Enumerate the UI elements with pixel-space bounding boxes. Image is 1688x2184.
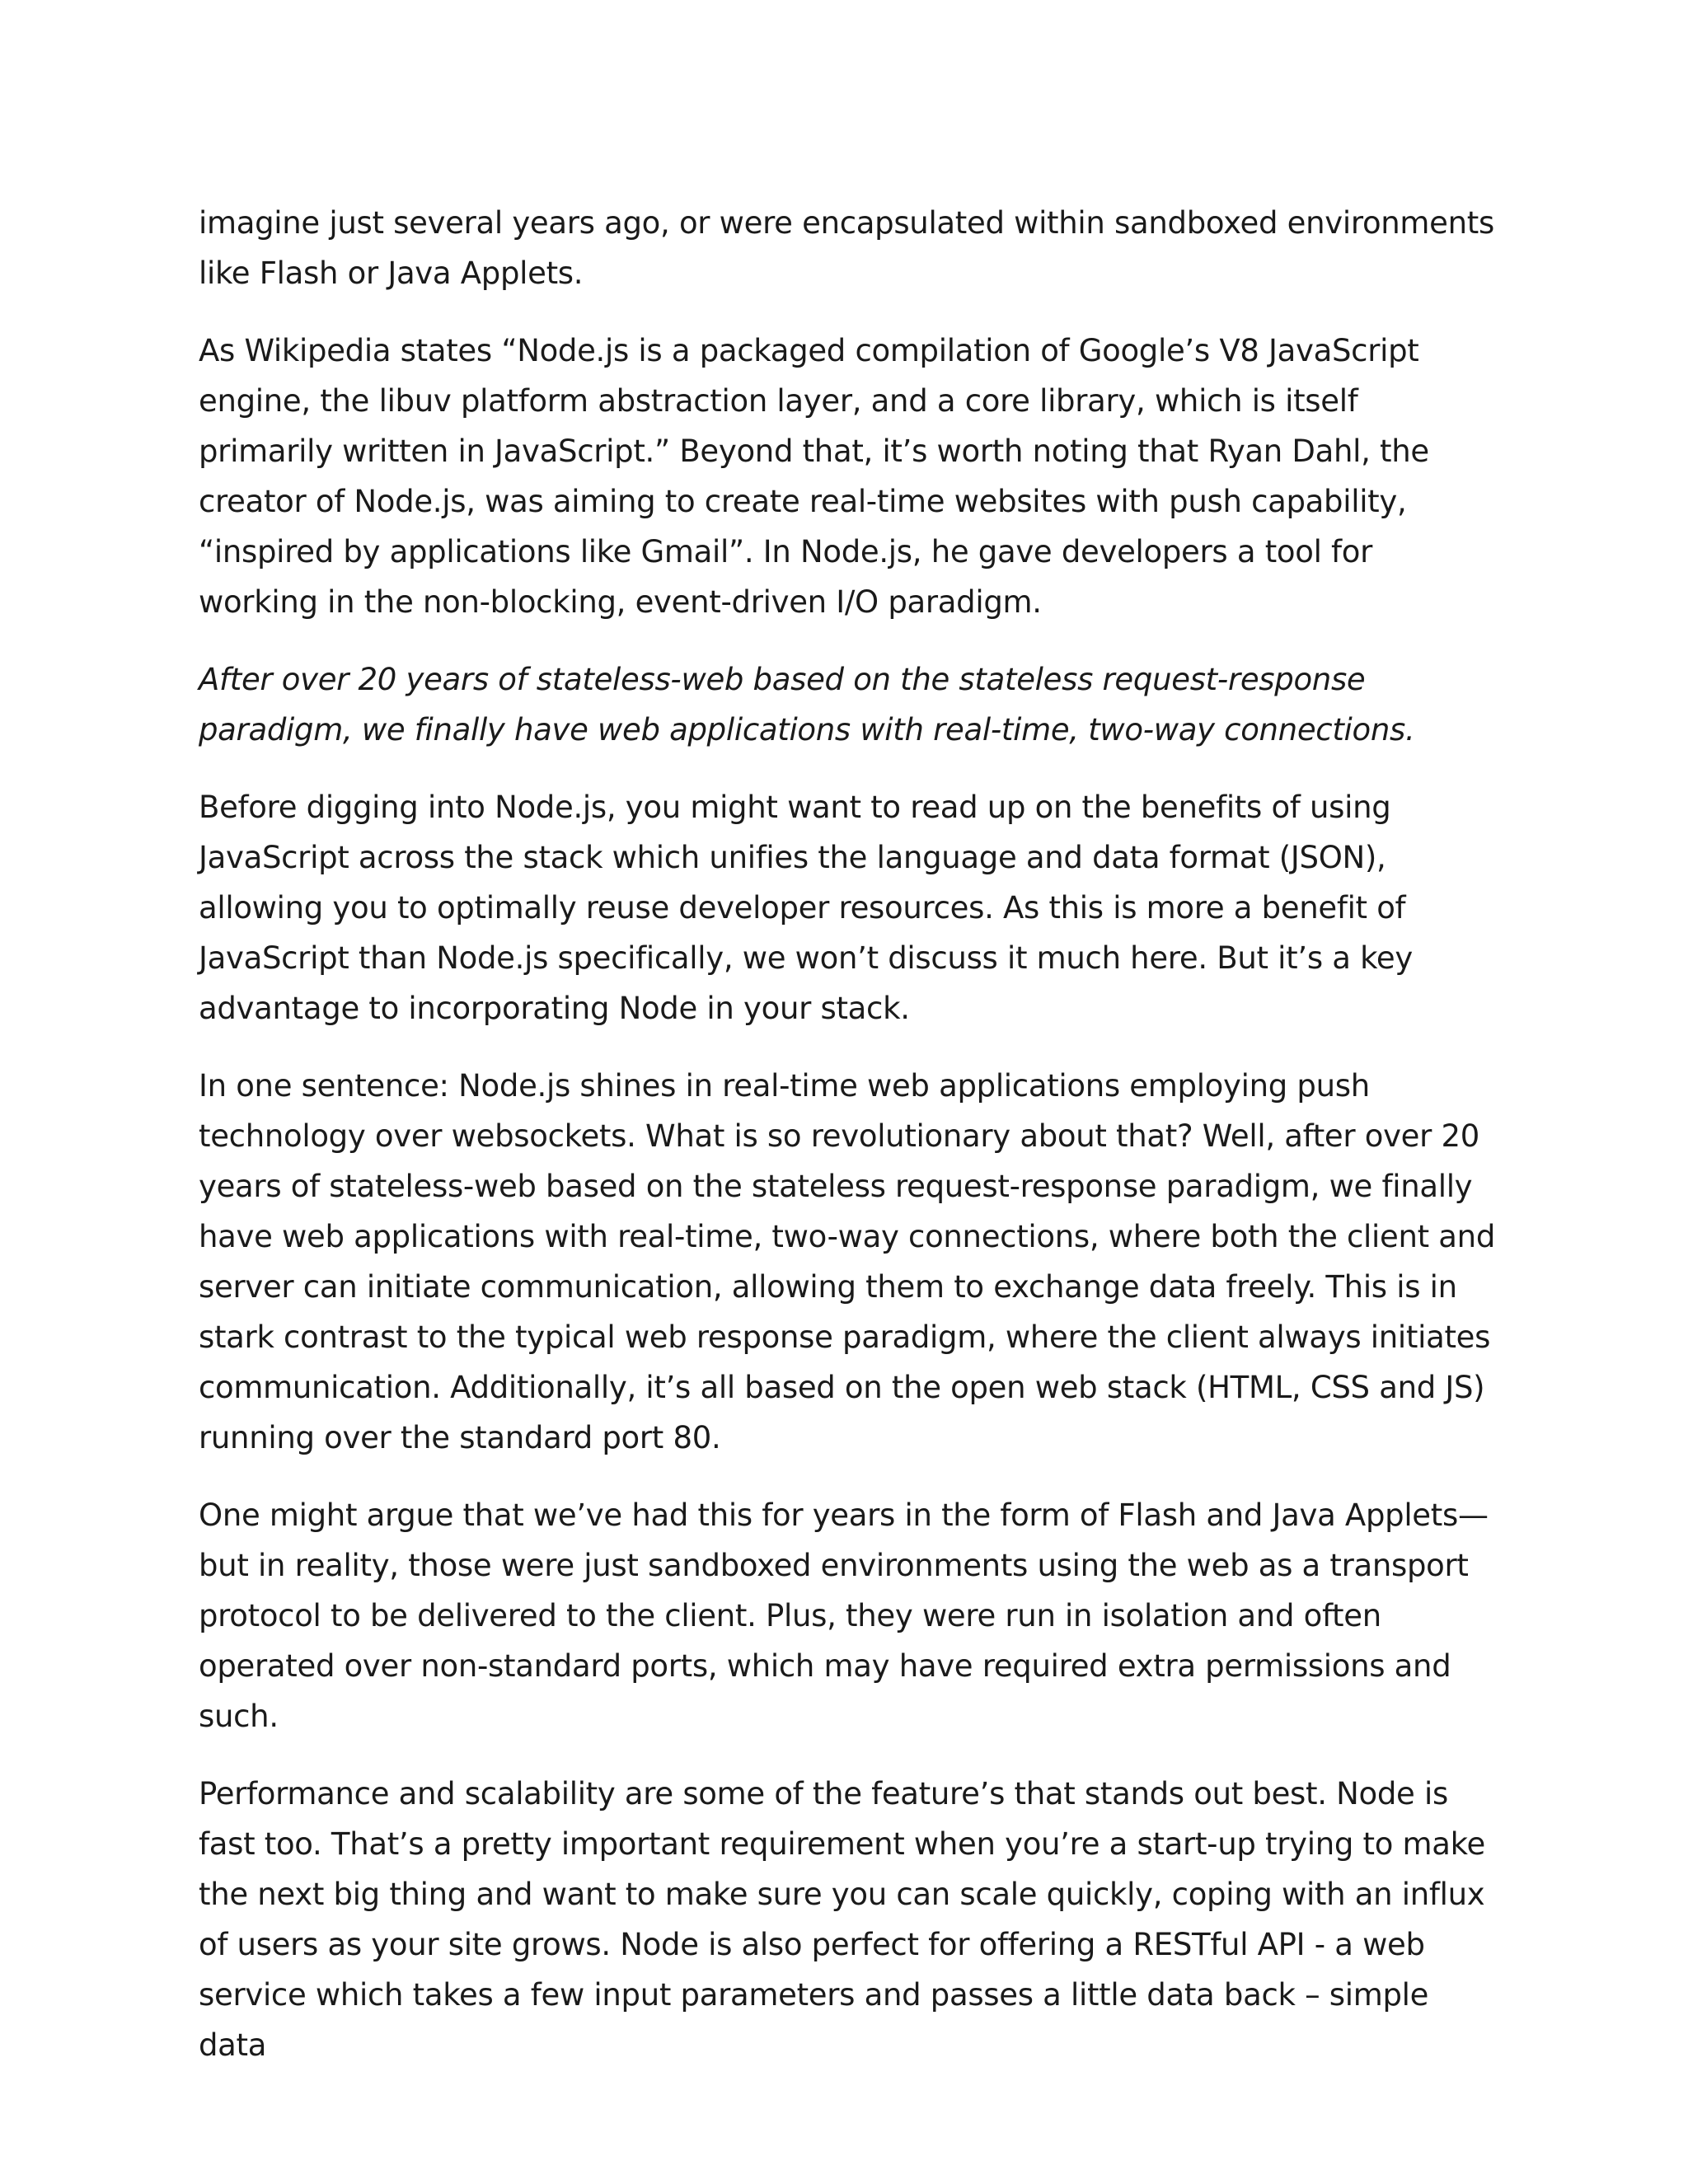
paragraph-one-sentence: In one sentence: Node.js shines in real-time web applications employing push technology over websockets. What is so revolutionary about that? Well, after over 20 years of stateless-web based on the stateless request-response paradigm, we finally have web applications with real-time, two-way connections, where both the client and server can initiate communication, allowing them to exchange data freely. This is in stark contrast to the typical web response paradigm, where the client always initiates communication. Additionally, it’s all based on the open web stack (HTML, CSS and JS) running over the standard port 80. bbox=[199, 1068, 1496, 1455]
paragraph-pull-quote: After over 20 years of stateless-web based on the stateless request-response paradigm, we finally have web applications with real-time, two-way connections. bbox=[199, 662, 1415, 748]
paragraph-javascript-stack: Before digging into Node.js, you might want to read up on the benefits of using JavaScript across the stack which unifies the language and data format (JSON), allowing you to optimally reuse developer resources. As this is more a benefit of JavaScript than Node.js specifically, we won’t discuss it much here. But it’s a key advantage to incorporating Node in your stack. bbox=[199, 790, 1413, 1026]
paragraph-performance: Performance and scalability are some of the feature’s that stands out best. Node is fast too. That’s a pretty important requirement when you’re a start-up trying to make the next big thing and want to make sure you can scale quickly, coping with an influx of users as your site grows. Node is also perfect for offering a RESTful API - a web service which takes a few input parameters and passes a little data back – simple data bbox=[199, 1776, 1485, 2063]
paragraph-flash-applets: One might argue that we’ve had this for years in the form of Flash and Java Applets—but in reality, those were just sandboxed environments using the web as a transport protocol to be delivered to the client. Plus, they were run in isolation and often operated over non-standard ports, which may have required extra permissions and such. bbox=[199, 1497, 1489, 1734]
paragraph-intro-continuation: imagine just several years ago, or were encapsulated within sandboxed environments like Flash or Java Applets. bbox=[199, 205, 1494, 291]
document-body bbox=[199, 198, 1501, 2097]
paragraph-wikipedia-quote: As Wikipedia states “Node.js is a packaged compilation of Google’s V8 JavaScript engine, the libuv platform abstraction layer, and a core library, which is itself primarily written in JavaScript.” Beyond that, it’s worth noting that Ryan Dahl, the creator of Node.js, was aiming to create real-time websites with push capability, “inspired by applications like Gmail”. In Node.js, he gave developers a tool for working in the non-blocking, event-driven I/O paradigm. bbox=[199, 333, 1429, 620]
